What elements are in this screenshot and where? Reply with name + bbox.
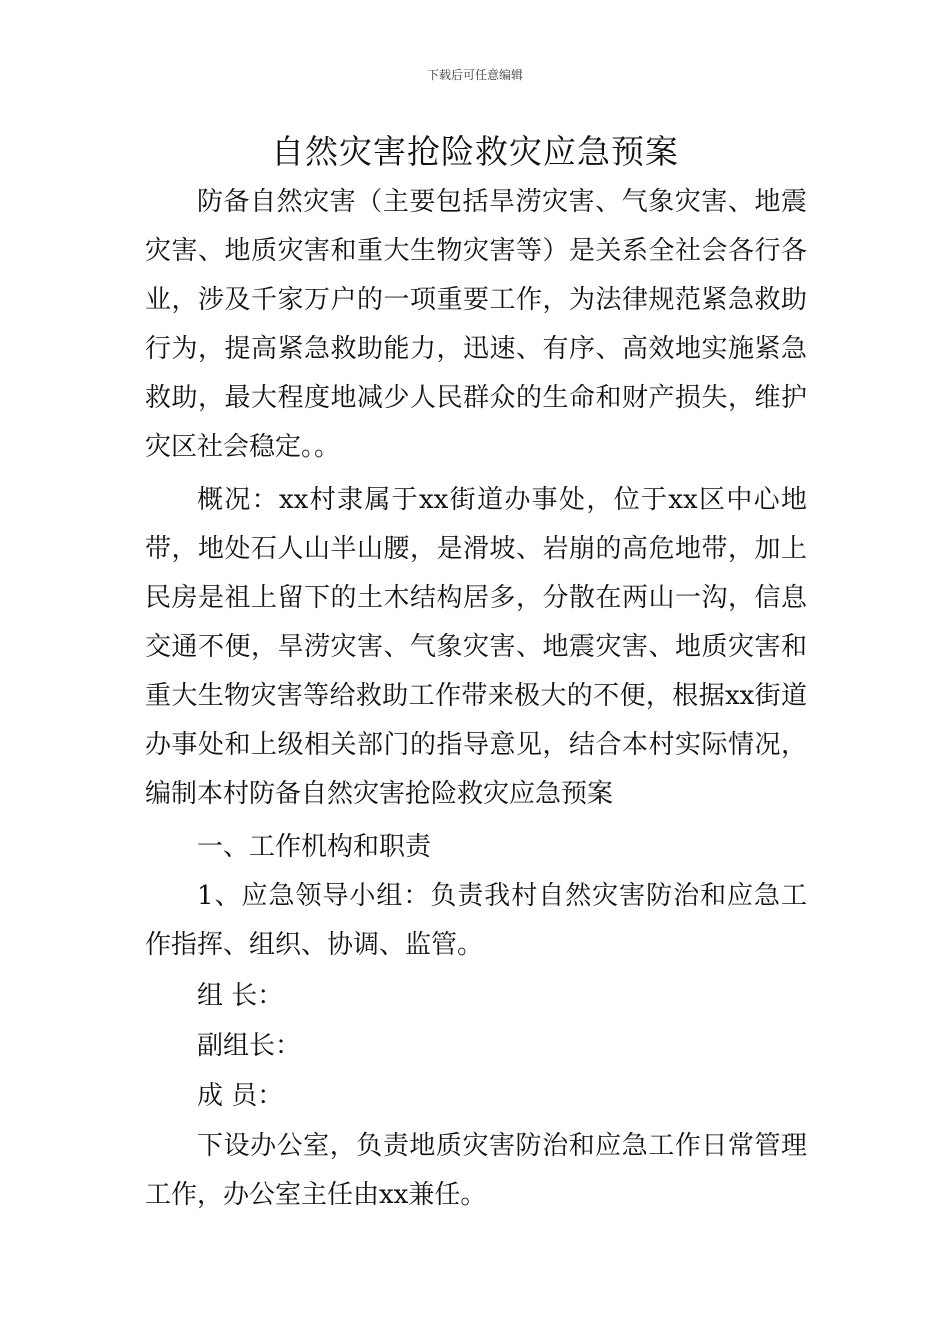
members-text: 成 员： — [197, 1081, 284, 1111]
overview-text: 概况：xx村隶属于xx街道办事处，位于xx区中心地带，地处石人山半山腰，是滑坡、岩崩的高危地带，加上民房是祖上留下的土木结构居多，分散在两山一沟，信息交通不便，旱涝灾害、气象灾害、地震灾害、地质灾害和重大生物灾害等给救助工作带来极大的不便，根据xx街道办事处和上级相关部门的指导意见，结合本村实际情况，编制本村防备自然灾害抢险救灾应急预案 — [145, 485, 807, 809]
office-text: 下设办公室，负责地质灾害防治和应急工作日常管理工作，办公室主任由xx兼任。 — [145, 1131, 807, 1210]
leader-text: 组 长： — [197, 981, 284, 1011]
header-note: 下载后可任意编辑 — [426, 68, 523, 82]
leader-line — [145, 972, 807, 1021]
section-heading — [145, 823, 807, 872]
overview-paragraph — [145, 476, 807, 819]
intro-text: 防备自然灾害（主要包括旱涝灾害、气象灾害、地震灾害、地质灾害和重大生物灾害等）是关系全社会各行各业，涉及千家万户的一项重要工作，为法律规范紧急救助行为，提高紧急救助能力，迅速、有序、高效地实施紧急救助，最大程度地减少人民群众的生命和财产损失，维护灾区社会稳定。。 — [145, 187, 807, 462]
office-paragraph — [145, 1122, 807, 1220]
intro-paragraph — [145, 178, 807, 472]
section-heading-text: 一、工作机构和职责 — [197, 832, 432, 862]
document-title: 自然灾害抢险救灾应急预案 — [271, 132, 679, 171]
deputy-leader-text: 副组长： — [197, 1031, 302, 1061]
item-1-paragraph — [145, 872, 807, 970]
item-1-text: 1、应急领导小组：负责我村自然灾害防治和应急工作指挥、组织、协调、监管。 — [145, 881, 807, 960]
members-line — [145, 1072, 807, 1121]
deputy-leader-line — [145, 1022, 807, 1071]
